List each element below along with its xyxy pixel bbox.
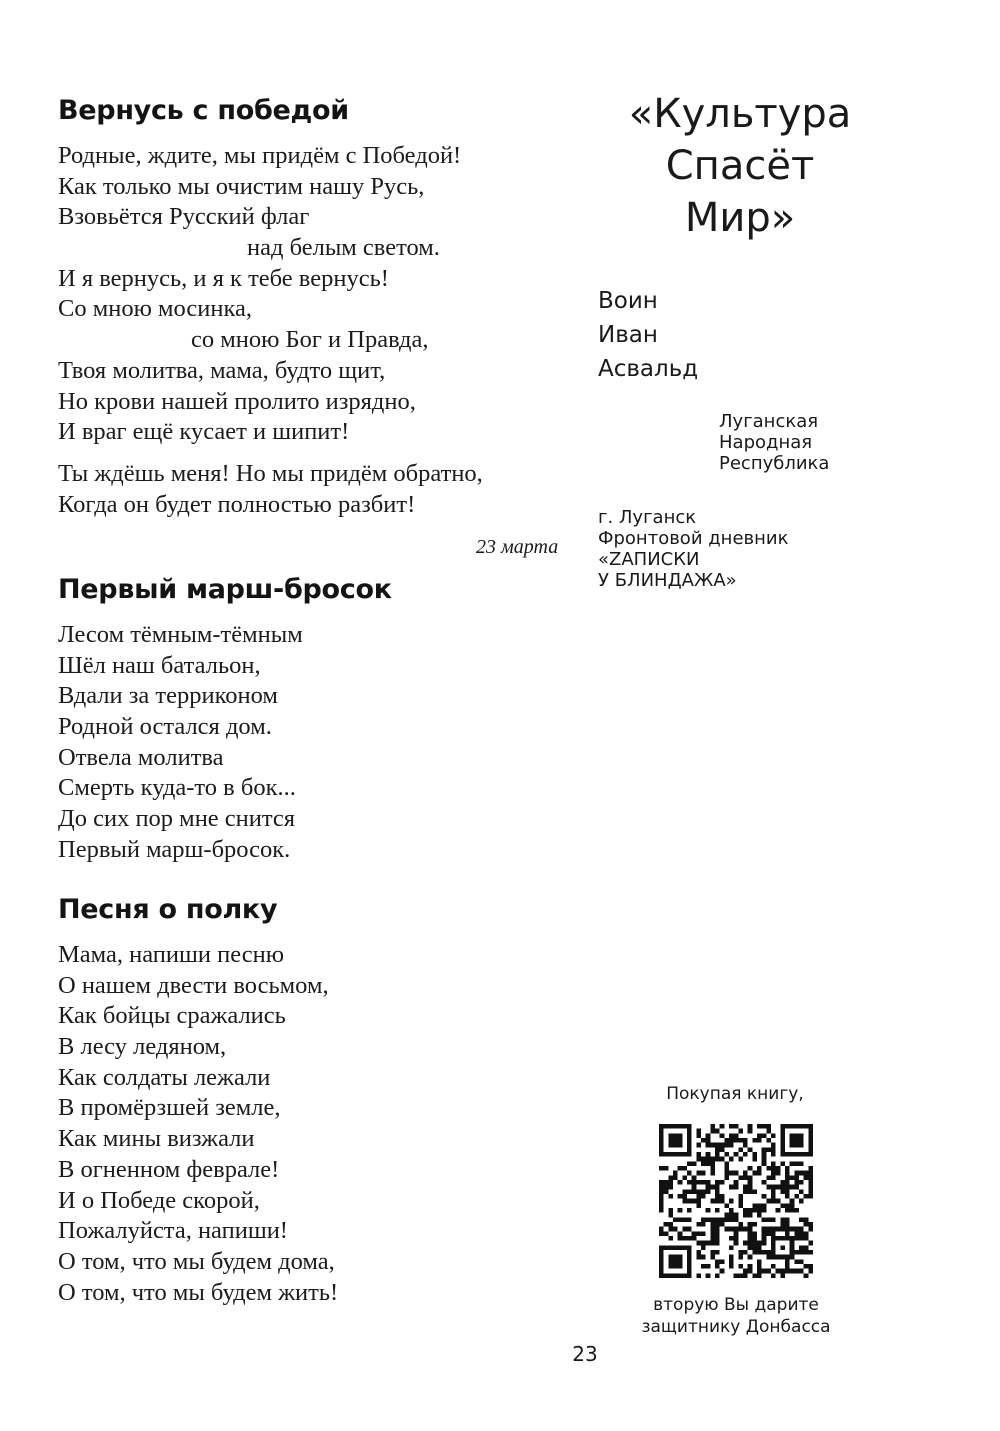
- poem-line: Но крови нашей пролито изрядно,: [58, 387, 416, 415]
- source-line: «ZАПИСКИ: [598, 549, 700, 570]
- source-line: У БЛИНДАЖА»: [598, 570, 737, 591]
- poem-title: Первый марш-бросок: [58, 574, 392, 605]
- qr-code-icon: [658, 1124, 814, 1278]
- poem-line: В лесу ледяном,: [58, 1033, 227, 1061]
- brand-line: Спасёт: [665, 143, 815, 189]
- author-line: Асвальд: [598, 356, 699, 382]
- poem-line: О том, что мы будем дома,: [58, 1247, 335, 1275]
- poem-line: Пожалуйста, напиши!: [58, 1217, 288, 1245]
- region-line: Республика: [719, 453, 830, 474]
- region-line: Народная: [719, 432, 813, 453]
- source-info: [598, 507, 788, 591]
- author-name: [598, 284, 698, 386]
- poem-body: [58, 141, 483, 520]
- poem-line: О нашем двести восьмом,: [58, 971, 329, 999]
- page-number: 23: [572, 1342, 598, 1366]
- poem-line: Взовьётся Русский флаг: [58, 203, 310, 231]
- poem-line: О том, что мы будем жить!: [58, 1278, 339, 1306]
- poem-line: Родной остался дом.: [58, 713, 272, 741]
- poem-date: 23 марта: [476, 536, 559, 558]
- author-line: Воин: [598, 288, 658, 314]
- poem-line: И о Победе скорой,: [58, 1186, 260, 1214]
- poem-line: В промёрзшей земле,: [58, 1094, 281, 1122]
- source-line: г. Луганск: [598, 507, 697, 528]
- poem-line: Лесом тёмным-тёмным: [58, 621, 303, 648]
- poem-line: Как мины визжали: [58, 1125, 255, 1153]
- poem-line: Как бойцы сражались: [58, 1002, 286, 1030]
- brand-line: «Культура: [628, 91, 852, 137]
- brand-line: Мир»: [684, 195, 796, 241]
- poem-line: Родные, ждите, мы придём с Победой!: [58, 142, 462, 169]
- poem-line: Ты ждёшь меня! Но мы придём обратно,: [58, 459, 483, 487]
- source-line: Фронтовой дневник: [598, 528, 789, 549]
- poem-line: со мною Бог и Правда,: [191, 326, 429, 354]
- poem-line: Как солдаты лежали: [58, 1063, 271, 1091]
- buy-caption-line: вторую Вы дарите: [653, 1295, 819, 1315]
- poem-line: Мама, напиши песню: [58, 941, 284, 968]
- poem-body: [58, 940, 338, 1308]
- poem-line: И враг ещё кусает и шипит!: [58, 418, 350, 446]
- buy-caption-bottom: [600, 1294, 872, 1338]
- poem-line: Отвела молитва: [58, 743, 224, 771]
- poem-line: До сих пор мне снится: [58, 805, 296, 833]
- author-line: Иван: [598, 322, 658, 348]
- poem-line: Твоя молитва, мама, будто щит,: [58, 356, 386, 384]
- poem-line: Первый марш-бросок.: [58, 835, 291, 863]
- poem-line: Со мною мосинка,: [58, 295, 253, 323]
- poem-title: Песня о полку: [58, 894, 278, 925]
- poem-line: Вдали за терриконом: [58, 682, 278, 710]
- poem-line: В огненном феврале!: [58, 1155, 280, 1183]
- region: [719, 411, 829, 474]
- buy-caption-line: защитнику Донбасса: [641, 1317, 831, 1337]
- poem-line: Шёл наш батальон,: [58, 651, 261, 679]
- poem-line: Когда он будет полностью разбит!: [58, 490, 416, 518]
- buy-caption-top: Покупая книгу,: [666, 1084, 804, 1104]
- poem-line: Смерть куда-то в бок...: [58, 774, 296, 802]
- poem-title: Вернусь с победой: [58, 95, 349, 126]
- poem-line: над белым светом.: [247, 234, 440, 262]
- poem-line: Как только мы очистим нашу Русь,: [58, 172, 425, 200]
- region-line: Луганская: [719, 411, 819, 432]
- poem-body: [58, 620, 303, 866]
- poem-line: И я вернусь, и я к тебе вернусь!: [58, 264, 389, 292]
- brand-title: [600, 88, 880, 244]
